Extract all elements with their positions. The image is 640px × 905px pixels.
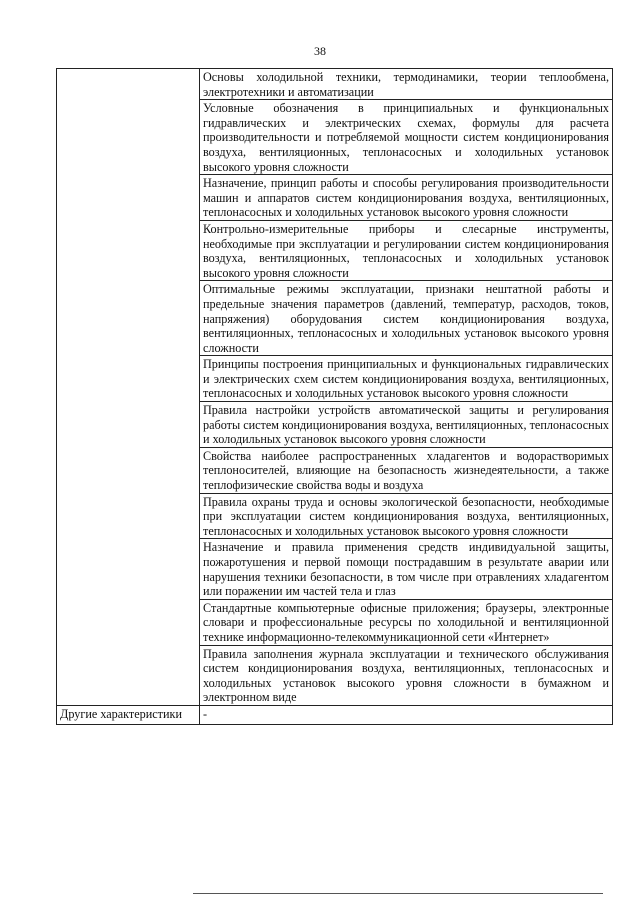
- row-text-cell: Правила заполнения журнала эксплуатации и технического обслуживания систем кондиционирования воздуха, вентиляционных, теплонасосных и холодильных установок высокого уровня сложности в бумажном и электронном виде: [200, 645, 613, 705]
- row-text-cell: Основы холодильной техники, термодинамики, теории теплообмена, электротехники и автоматизации: [200, 69, 613, 100]
- row-text-cell: Назначение, принцип работы и способы регулирования производительности машин и аппаратов систем кондиционирования воздуха, вентиляционных, теплонасосных и холодильных установок высокого уровня сложности: [200, 175, 613, 221]
- bottom-divider: [193, 893, 603, 894]
- row-text-cell: Условные обозначения в принципиальных и функциональных гидравлических и электрических схемах, формулы для расчета производительности и потребляемой мощности систем кондиционирования воздуха, вентиляционных, теплонасосных и холодильных установок высокого уровня сложности: [200, 100, 613, 175]
- row-text-cell: Свойства наиболее распространенных хладагентов и водорастворимых теплоносителей, влияющие на безопасность жизнедеятельности, а также теплофизические свойства воды и воздуха: [200, 447, 613, 493]
- table-row: [57, 705, 613, 724]
- page-number: 38: [314, 44, 326, 58]
- row-text-cell: Контрольно-измерительные приборы и слесарные инструменты, необходимые при эксплуатации и регулировании систем кондиционирования воздуха, вентиляционных, теплонасосных и холодильных установок высокого уровня сложности: [200, 220, 613, 280]
- row-text-cell: Правила охраны труда и основы экологической безопасности, необходимые при эксплуатации систем кондиционирования воздуха, вентиляционных, теплонасосных и холодильных установок высокого уровня сложности: [200, 493, 613, 539]
- row-label-cell: [57, 69, 200, 706]
- table-row: [57, 69, 613, 100]
- knowledge-requirements-table: [56, 68, 613, 725]
- other-characteristics-label: Другие характеристики: [57, 705, 200, 724]
- row-text-cell: Правила настройки устройств автоматической защиты и регулирования работы систем кондиционирования воздуха, вентиляционных, теплонасосных и холодильных установок высокого уровня сложности: [200, 402, 613, 448]
- row-text-cell: Принципы построения принципиальных и функциональных гидравлических и электрических схем систем кондиционирования воздуха, вентиляционных, теплонасосных и холодильных установок высокого уровня сложности: [200, 356, 613, 402]
- other-characteristics-value: -: [200, 705, 613, 724]
- row-text-cell: Стандартные компьютерные офисные приложения; браузеры, электронные словари и профессиональные ресурсы по холодильной и вентиляционной технике информационно-телекоммуникационной сети «Интернет»: [200, 599, 613, 645]
- row-text-cell: Назначение и правила применения средств индивидуальной защиты, пожаротушения и первой помощи пострадавшим в результате аварии или нарушения техники безопасности, в том числе при отравлениях хладагентом или поражении им частей тела и глаз: [200, 539, 613, 599]
- row-text-cell: Оптимальные режимы эксплуатации, признаки нештатной работы и предельные значения параметров (давлений, температур, расходов, токов, напряжения) оборудования систем кондиционирования воздуха, вентиляционных, теплонасосных и холодильных установок высокого уровня сложности: [200, 281, 613, 356]
